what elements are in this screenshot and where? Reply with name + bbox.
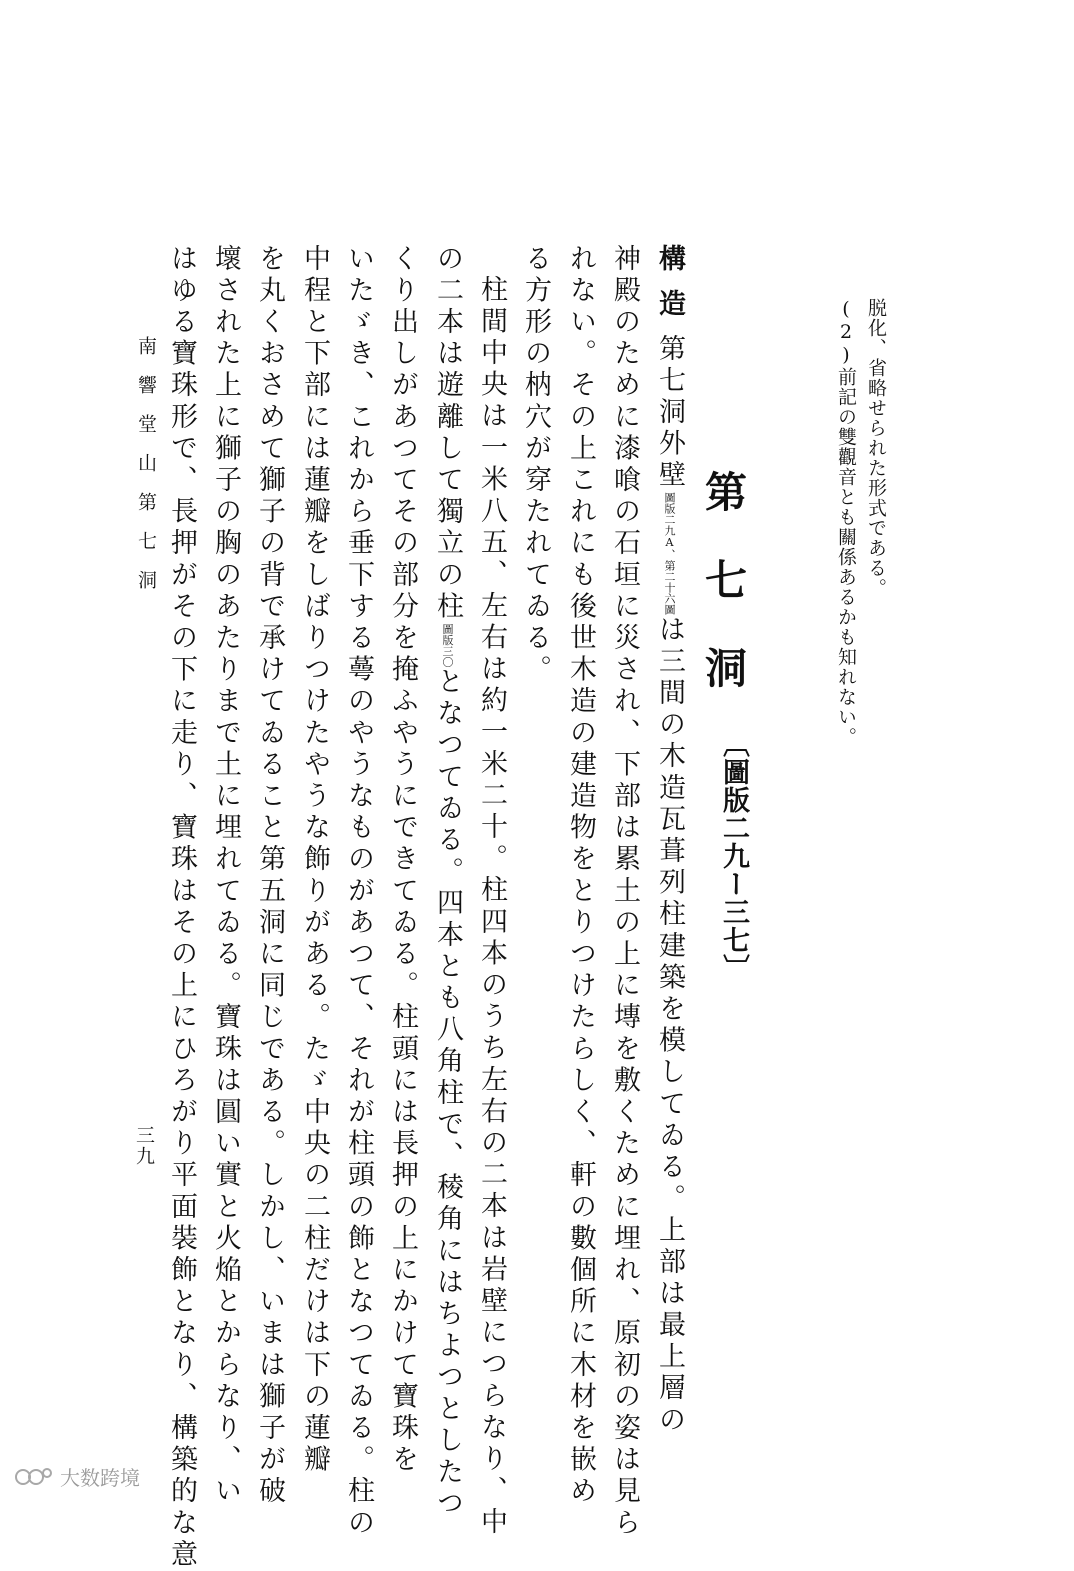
body-text: 第七洞外壁 — [654, 334, 685, 492]
body-text: は三間の木造瓦葺列柱建築を模してゐる。上部は最上層の — [654, 615, 685, 1437]
plate-reference: 〔圖版二九ー三七〕 — [718, 730, 749, 982]
body-column-8: いたゞき、これから垂下する蕚のやうなものがあつて、それが柱頭の飾となつてゐる。柱の — [343, 244, 374, 1540]
footnote-1: 脱化、省略せられた形式である。 — [865, 298, 887, 598]
running-head: 南響堂山第七洞 — [135, 336, 157, 609]
section-heading: 構造 — [654, 244, 685, 334]
body-column-10: を丸くおさめて獅子の背で承けてゐること第五洞に同じである。しかし、いまは獅子が破 — [254, 244, 285, 1508]
figure-reference: 圖版三〇 — [441, 623, 454, 668]
watermark — [14, 1462, 140, 1491]
body-column-3: れない。その上これにも後世木造の建造物をとりつけたらしく、軒の數個所に木材を嵌め — [565, 244, 596, 1508]
body-text: の二本は遊離して獨立の柱 — [432, 244, 463, 624]
body-column-12: はゆる寶珠形で、長押がその下に走り、寶珠はその上にひろがり平面裝飾となり、構築的な意 — [166, 244, 197, 1571]
body-column-5: 柱間中央は一米八五、左右は約一米二十。柱四本のうち左右の二本は岩壁につらなり、中 — [476, 275, 507, 1539]
body-column-7: くり出しがあつてその部分を掩ふやうにできてゐる。柱頭には長押の上にかけて寶珠を — [387, 244, 418, 1477]
body-text: となつてゐる。四本とも八角柱で、稜角にはちよつとしたつ — [432, 667, 463, 1521]
watermark-text: 大数跨境 — [60, 1466, 140, 1490]
brand-logo-icon — [14, 1464, 54, 1490]
body-column-11: 壞された上に獅子の胸のあたりまで土に埋れてゐる。寶珠は圓い實と火焔とからなり、い — [210, 244, 241, 1508]
body-column-1 — [656, 244, 683, 1437]
page-number: 三九 — [133, 1125, 155, 1167]
footnote-2: (2)前記の雙觀音とも關係あるかも知れない。 — [835, 298, 857, 747]
body-column-6 — [434, 244, 461, 1520]
chapter-title: 第七洞 — [699, 470, 748, 734]
body-column-2: 神殿のために漆喰の石垣に災され、下部は累土の上に塼を敷くために埋れ、原初の姿は見ら — [609, 244, 640, 1540]
body-column-4: る方形の枘穴が穿たれてゐる。 — [520, 244, 551, 687]
body-column-9: 中程と下部には蓮瓣をしばりつけたやうな飾りがある。たゞ中央の二柱だけは下の蓮瓣 — [299, 244, 330, 1477]
figure-reference: 圖版二九A、第二十六圖 — [663, 492, 676, 615]
